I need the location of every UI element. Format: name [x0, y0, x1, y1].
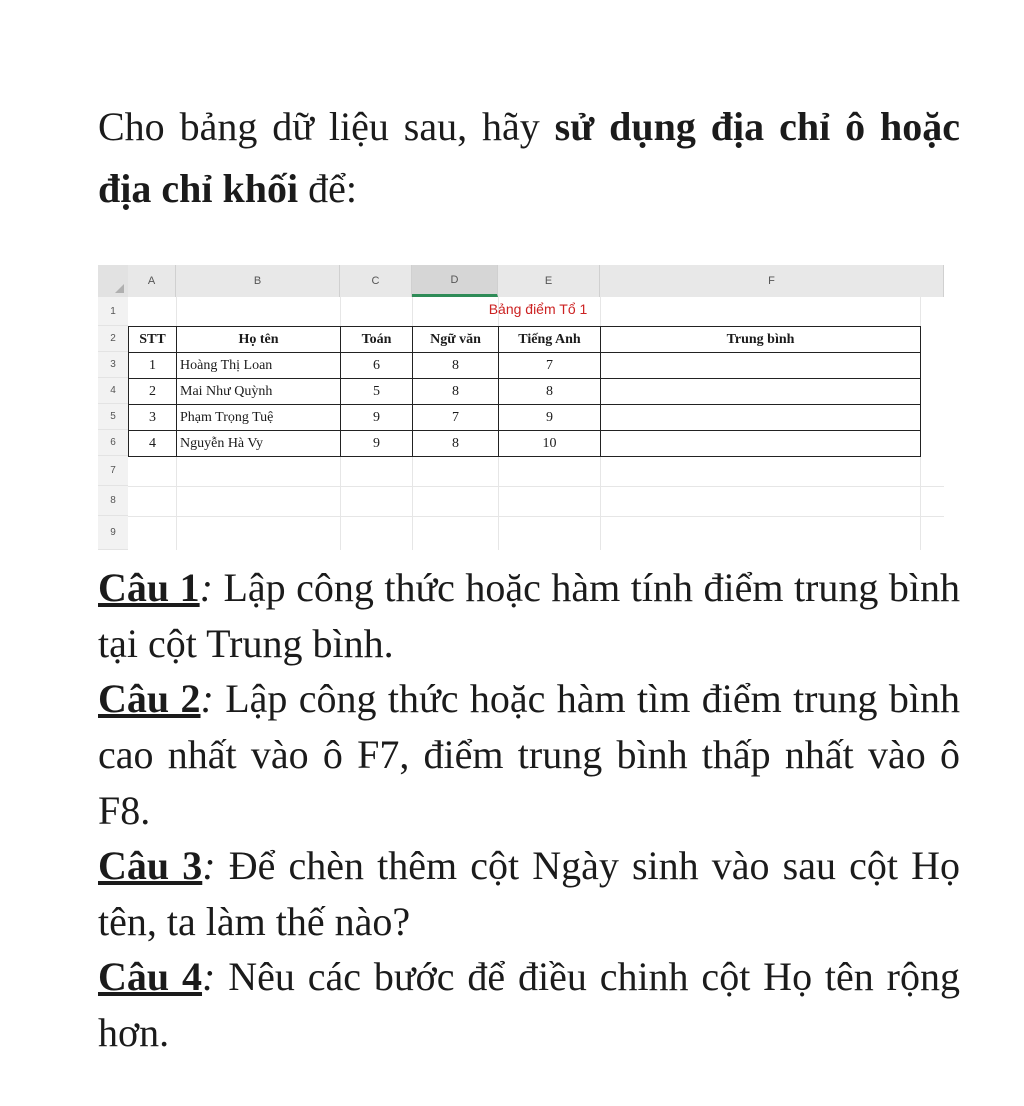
- cell-ho-ten: Nguyễn Hà Vy: [177, 431, 341, 457]
- score-table: [128, 326, 921, 457]
- question-2: [98, 671, 960, 839]
- question-4-text: Nêu các bước để điều chinh cột Họ tên rộng hơn.: [98, 954, 960, 1055]
- intro-text-1: Cho bảng dữ liệu sau, hãy: [98, 104, 555, 149]
- row-header-6: 6: [98, 430, 128, 456]
- cell-tieng-anh: 7: [499, 353, 601, 379]
- table-header-row: [129, 327, 921, 353]
- gridline: [128, 516, 944, 517]
- column-header-d: D: [412, 265, 498, 297]
- spreadsheet-image: [98, 265, 944, 550]
- question-2-text: Lập công thức hoặc hàm tìm điểm trung bình cao nhất vào ô F7, điểm trung bình thấp nhất vào ô F8.: [98, 676, 960, 833]
- column-header-f: F: [600, 265, 944, 297]
- question-1-colon: :: [199, 565, 213, 610]
- question-2-label: Câu 2: [98, 676, 201, 721]
- table-row: [129, 353, 921, 379]
- question-2-colon: :: [200, 676, 214, 721]
- cell-ngu-van: 8: [413, 353, 499, 379]
- corner-triangle-icon: [115, 284, 124, 293]
- cell-trung-binh: [601, 405, 921, 431]
- question-4-colon: :: [202, 954, 216, 999]
- header-ho-ten: Họ tên: [177, 327, 341, 353]
- question-1-label: Câu 1: [98, 565, 200, 610]
- cell-tieng-anh: 9: [499, 405, 601, 431]
- table-row: [129, 431, 921, 457]
- intro-text-2: để:: [298, 166, 357, 211]
- cell-ngu-van: 8: [413, 379, 499, 405]
- intro-bold-text: sử dụng địa chỉ ô hoặc địa chỉ khối: [98, 104, 961, 211]
- column-header-a: A: [128, 265, 176, 297]
- cell-stt: 1: [129, 353, 177, 379]
- question-3: [98, 838, 960, 950]
- header-trung-binh: Trung bình: [601, 327, 921, 353]
- row-header-7: 7: [98, 456, 128, 486]
- header-toan: Toán: [341, 327, 413, 353]
- table-row: [129, 379, 921, 405]
- row-header-2: 2: [98, 326, 128, 352]
- intro-paragraph: [98, 96, 960, 220]
- table-row: [129, 405, 921, 431]
- cell-ho-ten: Hoàng Thị Loan: [177, 353, 341, 379]
- question-4: [98, 949, 960, 1061]
- cell-tieng-anh: 8: [499, 379, 601, 405]
- cell-toan: 9: [341, 431, 413, 457]
- cell-ngu-van: 7: [413, 405, 499, 431]
- cell-stt: 3: [129, 405, 177, 431]
- question-3-colon: :: [202, 843, 216, 888]
- cell-stt: 4: [129, 431, 177, 457]
- cell-trung-binh: [601, 431, 921, 457]
- cell-stt: 2: [129, 379, 177, 405]
- question-4-label: Câu 4: [98, 954, 203, 999]
- question-3-text: Để chèn thêm cột Ngày sinh vào sau cột Họ tên, ta làm thế nào?: [98, 843, 960, 944]
- row-header-9: 9: [98, 516, 128, 550]
- sheet-title: Bảng điểm Tổ 1: [488, 301, 588, 317]
- select-all-corner: [98, 265, 129, 297]
- column-header-b: B: [176, 265, 340, 297]
- column-header-e: E: [498, 265, 600, 297]
- row-header-1: 1: [98, 297, 128, 326]
- header-tieng-anh: Tiếng Anh: [499, 327, 601, 353]
- cell-tieng-anh: 10: [499, 431, 601, 457]
- cell-ho-ten: Phạm Trọng Tuệ: [177, 405, 341, 431]
- question-3-label: Câu 3: [98, 843, 203, 888]
- cell-ngu-van: 8: [413, 431, 499, 457]
- question-1: [98, 560, 960, 672]
- row-header-4: 4: [98, 378, 128, 404]
- cell-toan: 5: [341, 379, 413, 405]
- cell-trung-binh: [601, 353, 921, 379]
- cell-trung-binh: [601, 379, 921, 405]
- row-header-5: 5: [98, 404, 128, 430]
- cell-toan: 6: [341, 353, 413, 379]
- header-stt: STT: [129, 327, 177, 353]
- question-1-text: Lập công thức hoặc hàm tính điểm trung bình tại cột Trung bình.: [98, 565, 960, 666]
- row-header-3: 3: [98, 352, 128, 378]
- cell-ho-ten: Mai Như Quỳnh: [177, 379, 341, 405]
- column-header-c: C: [340, 265, 412, 297]
- cell-toan: 9: [341, 405, 413, 431]
- row-header-8: 8: [98, 486, 128, 516]
- gridline: [128, 486, 944, 487]
- header-ngu-van: Ngữ văn: [413, 327, 499, 353]
